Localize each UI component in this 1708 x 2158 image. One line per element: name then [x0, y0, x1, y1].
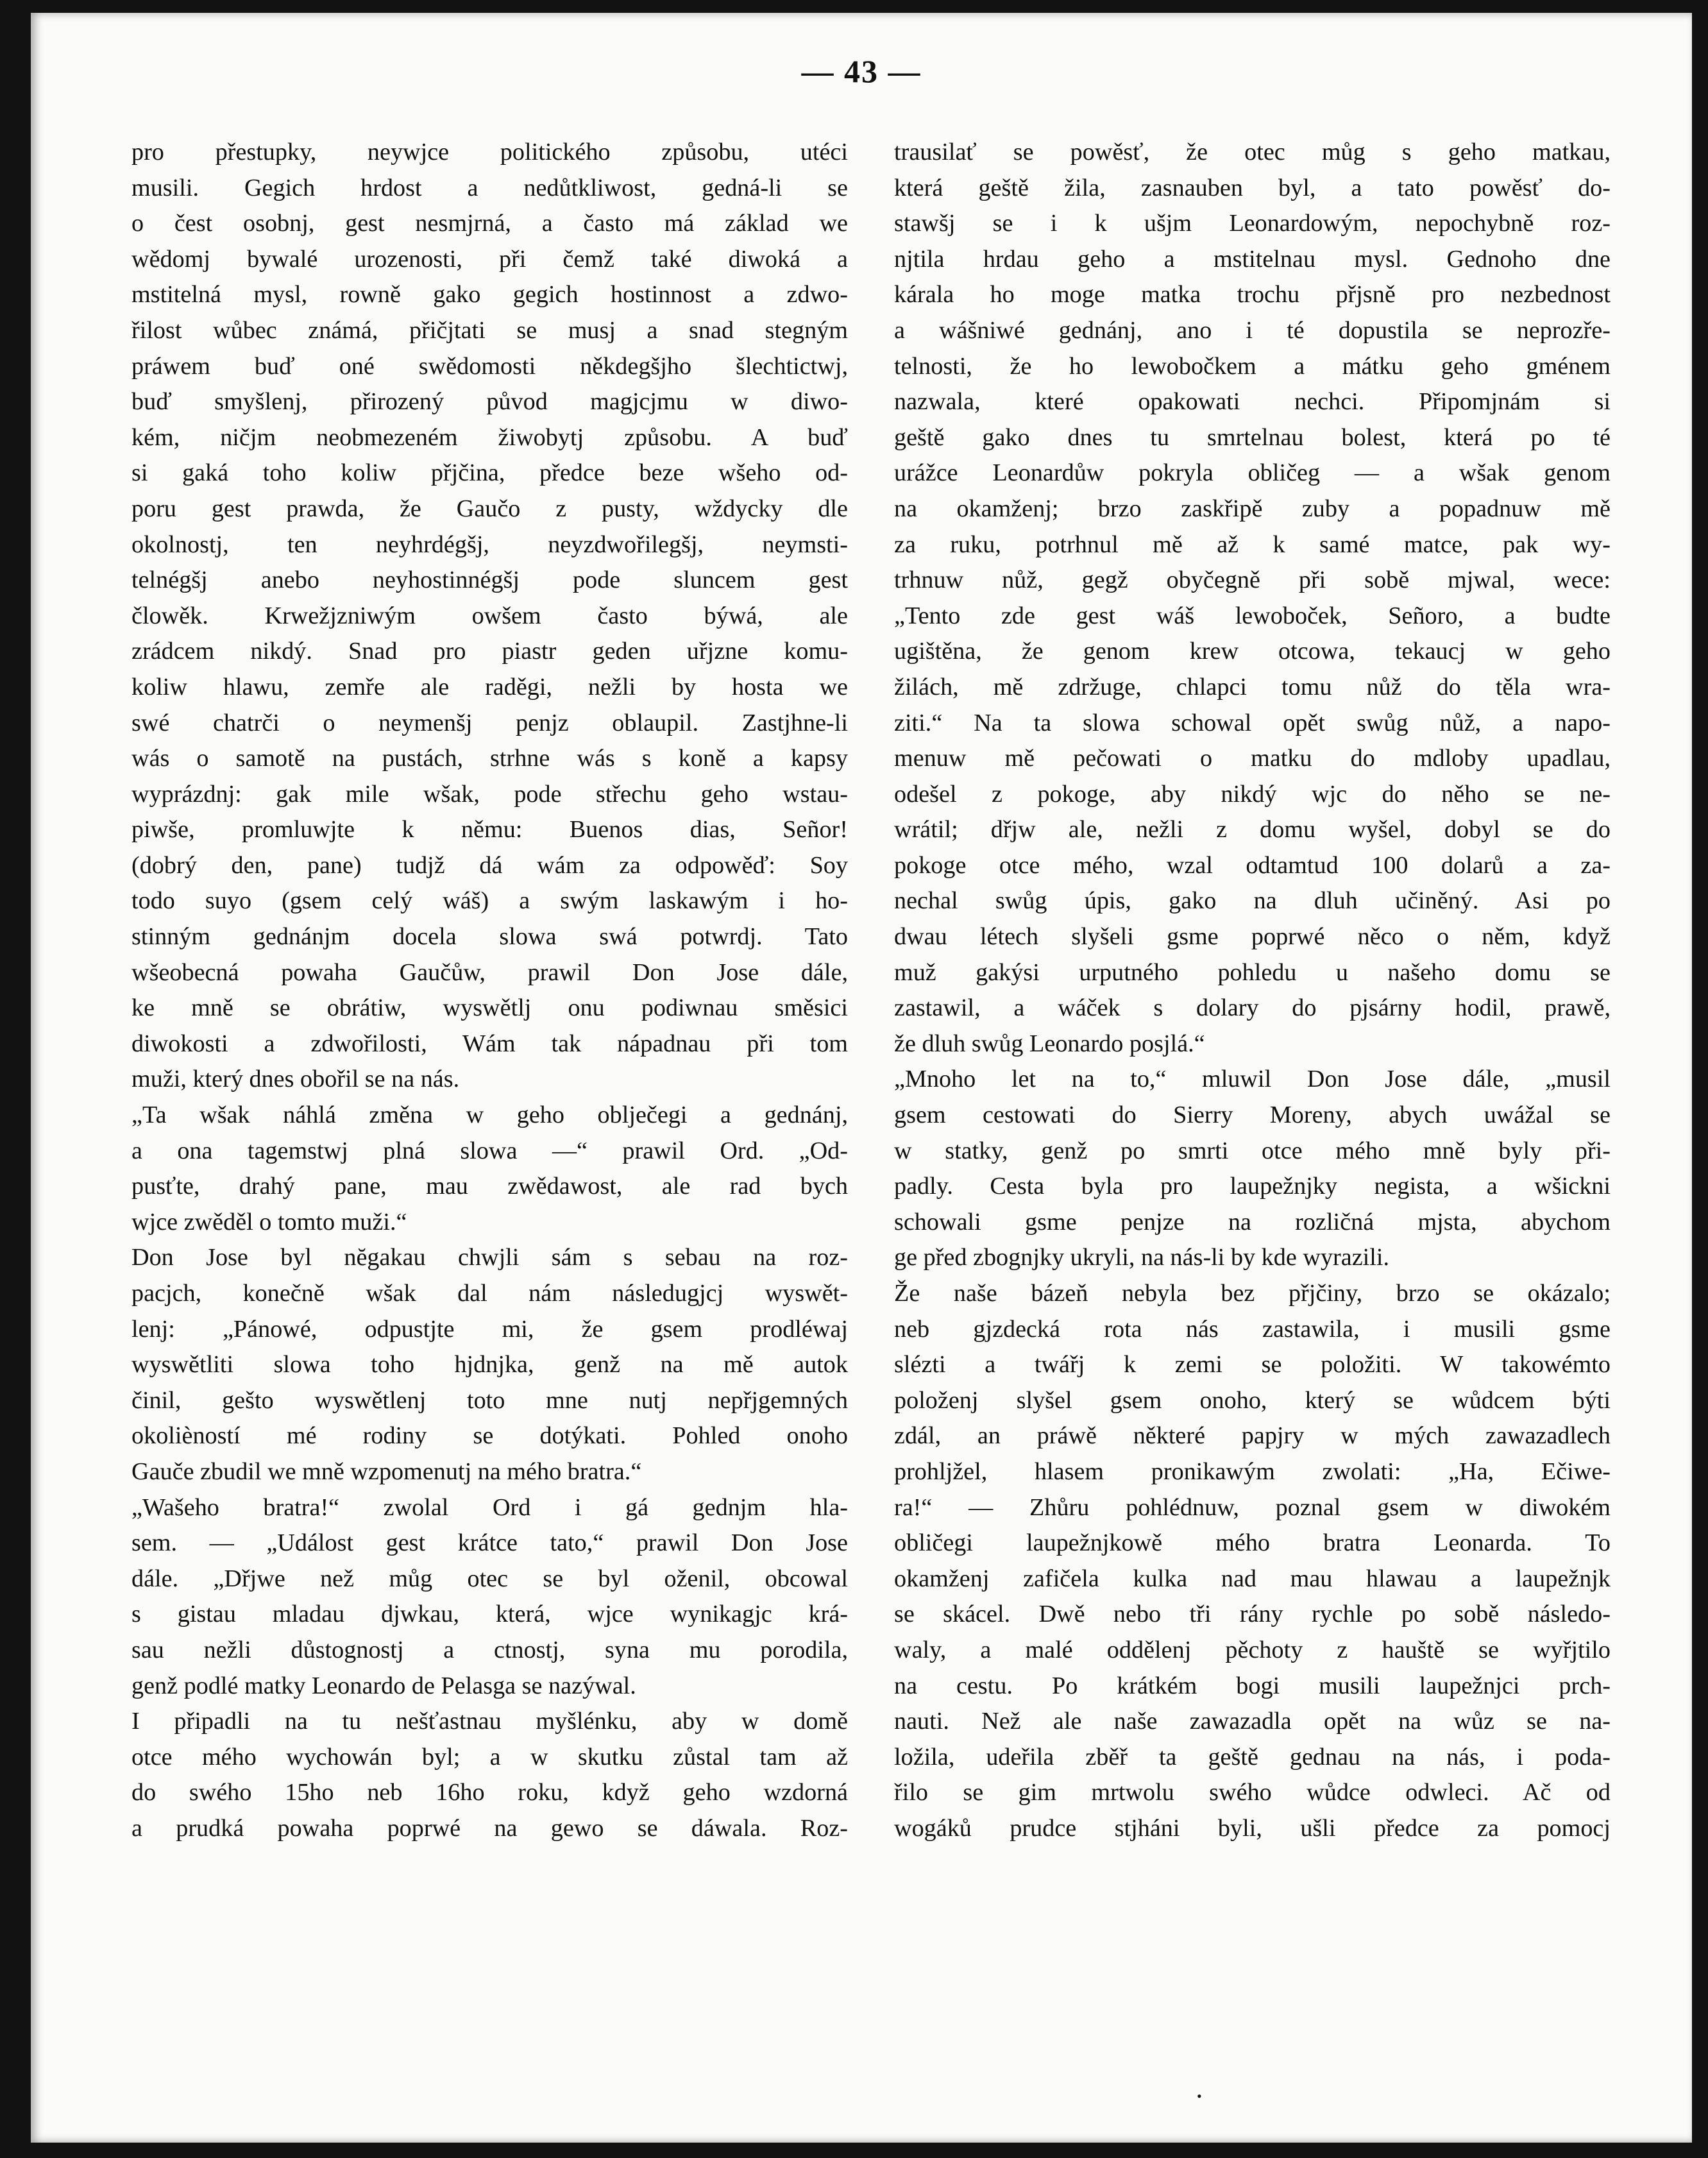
text-line: prohljžel, hlasem pronikawým zwolati: „Ha, Ečiwe-	[894, 1457, 1611, 1485]
text-line: práwem buď oné swědomosti někdegšjho šlechtictwj,	[131, 352, 848, 380]
text-line: trausilať se powěsť, že otec můg s geho matkau,	[894, 139, 1611, 166]
text-line: swé chatrči o neymenšj penjz oblaupil. Zastjhne-li	[131, 709, 848, 736]
text-line: se skácel. Dwě nebo tři rány rychle po sobě následo-	[894, 1601, 1611, 1628]
text-line: ra!“ — Zhůru pohlédnuw, poznal gsem w diwokém	[894, 1493, 1611, 1521]
text-line: zastawil, a wáček s dolary do pjsárny hodil, prawě,	[894, 994, 1611, 1022]
text-line: že dluh swůg Leonardo posjlá.“	[894, 1030, 1205, 1057]
text-line: wšeobecná powaha Gaučůw, prawil Don Jose dále,	[131, 958, 848, 986]
text-line: ugištěna, že genom krew otcowa, tekaucj w geho	[894, 638, 1611, 665]
text-line: neb gjzdecká rota nás zastawila, i musili gsme	[894, 1315, 1611, 1343]
text-line: nazwala, které opakowati nechci. Připomjnám si	[894, 388, 1611, 416]
text-line: si gaká toho koliw přjčina, předce beze wšeho od-	[131, 459, 848, 487]
text-line: sem. — „Událost gest krátce tato,“ prawil Don Jose	[131, 1529, 848, 1557]
text-line: ge před zbognjky ukryli, na nás-li by kde wyrazili.	[894, 1244, 1390, 1271]
text-line: „Mnoho let na to,“ mluwil Don Jose dále, „musil	[894, 1066, 1611, 1093]
text-line: piwše, promluwjte k němu: Buenos dias, Señor!	[131, 816, 848, 844]
text-line: pacjch, konečně wšak dal nám následugjcj wyswět-	[131, 1280, 848, 1307]
text-line: člowěk. Krwežjzniwým owšem často býwá, ale	[131, 602, 848, 629]
text-line: poru gest prawda, že Gaučo z pusty, wždycky dle	[131, 495, 848, 522]
text-line: dále. „Dřjwe než můg otec se byl oženil, obcowal	[131, 1565, 848, 1592]
right-text-column	[894, 135, 1611, 1847]
text-line: pokoge otce mého, wzal odtamtud 100 dolarů a za-	[894, 851, 1611, 879]
text-line: zdál, an práwě některé papjry w mých zawazadlech	[894, 1422, 1611, 1450]
text-line: a wášniwé gednánj, ano i té dopustila se neprozře-	[894, 316, 1611, 344]
text-line: slézti a twářj k zemi se položiti. W takowémto	[894, 1351, 1611, 1379]
text-line: „Ta wšak náhlá změna w geho oblječegi a gednánj,	[131, 1101, 848, 1129]
text-line: okamženj zafičela kulka nad mau hlawau a laupežnjk	[894, 1565, 1611, 1592]
text-line: mstitelná mysl, rowně gako gegich hostinnost a zdwo-	[131, 281, 848, 309]
text-line: schowali gsme penjze na rozličná mjsta, abychom	[894, 1208, 1611, 1236]
text-line: která geště žila, zasnauben byl, a tato powěsť do-	[894, 174, 1611, 201]
text-line: Gauče zbudil we mně wzpomenutj na mého bratra.“	[131, 1457, 642, 1485]
text-line: Že naše bázeň nebyla bez přjčiny, brzo se okázalo;	[894, 1280, 1611, 1307]
text-line: urážce Leonardůw pokryla obličeg — a wšak genom	[894, 459, 1611, 487]
text-line: njtila hrdau geho a mstitelnau mysl. Gednoho dne	[894, 245, 1611, 273]
text-line: wjce zwěděl o tomto muži.“	[131, 1208, 407, 1236]
text-line: muž gakýsi urputného pohledu u našeho domu se	[894, 958, 1611, 986]
text-line: sau nežli důstognostj a ctnostj, syna mu porodila,	[131, 1636, 848, 1663]
text-line: pro přestupky, neywjce politického způsobu, utéci	[131, 139, 848, 166]
text-line: trhnuw nůž, gegž obyčegně při sobě mjwal, wece:	[894, 566, 1611, 594]
text-line: koliw hlawu, zemře ale raděgi, nežli by hosta we	[131, 673, 848, 701]
text-line: I připadli na tu nešťastnau myšlénku, aby w domě	[131, 1708, 848, 1735]
text-line: okolnostj, ten neyhrdégšj, neyzdwořilegšj, neymsti-	[131, 531, 848, 558]
text-line: položenj slyšel gsem onoho, který se wůdcem býti	[894, 1386, 1611, 1414]
text-line: zrádcem nikdý. Snad pro piastr geden uřjzne komu-	[131, 638, 848, 665]
text-line: řilost wůbec známá, přičjtati se musj a snad stegným	[131, 316, 848, 344]
text-line: lenj: „Pánowé, odpustjte mi, že gsem prodléwaj	[131, 1315, 848, 1343]
text-line: a prudká powaha poprwé na gewo se dáwala. Roz-	[131, 1814, 848, 1842]
text-line: kém, ničjm neobmezeném žiwobytj způsobu. A buď	[131, 423, 848, 451]
text-line: „Tento zde gest wáš lewobоček, Señoro, a budte	[894, 602, 1611, 629]
text-line: genž podlé matky Leonardo de Pelasga se nazýwal.	[131, 1672, 636, 1699]
text-line: pusťte, drahý pane, mau zwědawost, ale rad bych	[131, 1173, 848, 1200]
text-line: nauti. Než ale naše zawazadla opět na wůz se na-	[894, 1708, 1611, 1735]
text-line: wyswětliti slowa toho hjdnjka, genž na mě autok	[131, 1351, 848, 1379]
text-line: menuw mě pečowati o matku do mdloby upadlau,	[894, 745, 1611, 772]
text-line: otce mého wychowán byl; a w skutku zůstal tam až	[131, 1743, 848, 1771]
text-line: waly, a malé oddělenj pěchoty z hauště se wyřjtilo	[894, 1636, 1611, 1663]
text-line: padly. Cesta byla pro laupežnjky negista, a wšickni	[894, 1173, 1611, 1200]
text-line: a ona tagemstwj plná slowa —“ prawil Ord. „Od-	[131, 1137, 848, 1164]
text-line: kárala ho moge matka trochu přjsně pro nezbednost	[894, 281, 1611, 309]
text-line: na okamženj; brzo zaskřipě zuby a popadnuw mě	[894, 495, 1611, 522]
left-text-column	[131, 135, 848, 1847]
text-line: wrátil; dřjw ale, nežli z domu wyšel, dobyl se do	[894, 816, 1611, 844]
text-line: na cestu. Po krátkém bogi musili laupežnjci prch-	[894, 1672, 1611, 1699]
text-line: do swého 15ho neb 16ho roku, když geho wzdorná	[131, 1779, 848, 1806]
text-line: w statky, genž po smrti otce mého mně byly při-	[894, 1137, 1611, 1164]
text-line: řilo se gim mrtwolu swého wůdce odwleci. Ač od	[894, 1779, 1611, 1806]
book-page	[31, 13, 1692, 2143]
text-line: okolièností mé rodiny se dotýkati. Pohled onoho	[131, 1422, 848, 1450]
text-line: žilách, mě zdržuge, chlapci tomu nůž do těla wra-	[894, 673, 1611, 701]
text-line: wyprázdnj: gak mile wšak, pode střechu geho wstau-	[131, 780, 848, 808]
text-line: stinným gednánjm docela slowa swá potwrdj. Tato	[131, 923, 848, 951]
text-line: wědomj bywalé urozenosti, při čemž také diwoká a	[131, 245, 848, 273]
text-line: telnosti, že ho lewobočkem a mátku geho gménem	[894, 352, 1611, 380]
text-line: telnégšj anebo neyhostinnégšj pode sluncem gest	[131, 566, 848, 594]
text-line: činil, gešto wyswětlenj toto mne nutj nepřjgemných	[131, 1386, 848, 1414]
text-line: (dobrý den, pane) tudjž dá wám za odpowěď: Soy	[131, 851, 848, 879]
text-line: diwokosti a zdwořilosti, Wám tak nápadnau při tom	[131, 1030, 848, 1057]
text-line: ke mně se obrátiw, wyswětlj onu podiwnau směsici	[131, 994, 848, 1022]
page-number: — 43 —	[801, 53, 922, 89]
text-line: gsem cestowati do Sierry Moreny, abych uwážal se	[894, 1101, 1611, 1129]
text-line: stawšj se i k ušjm Leonardowým, nepochybně roz-	[894, 210, 1611, 237]
text-line: Don Jose byl nĕgakau chwjli sám s sebau na roz-	[131, 1244, 848, 1271]
text-line: odešel z pokoge, aby nikdý wjc do něho se ne-	[894, 780, 1611, 808]
footer-mark: •	[1197, 2088, 1202, 2104]
text-line: wogáků prudce stjháni byli, ušli předce za pomocj	[894, 1814, 1611, 1842]
text-line: ziti.“ Na ta slowa schowal opět swůg nůž, a napo-	[894, 709, 1611, 736]
text-line: ložila, udeřila zběř ta geště gednau na nás, i poda-	[894, 1743, 1611, 1771]
text-line: dwau létech slyšeli gsme poprwé něco o něm, když	[894, 923, 1611, 951]
text-line: todo suyo (gsem celý wáš) a swým laskawým i ho-	[131, 887, 848, 915]
text-line: muži, který dnes obořil se na nás.	[131, 1066, 460, 1093]
text-line: za ruku, potrhnul mě až k samé matce, pak wy-	[894, 531, 1611, 558]
text-line: wás o samotě na pustách, strhne wás s koně a kapsy	[131, 745, 848, 772]
text-line: obličegi laupežnjkowě mého bratra Leonarda. To	[894, 1529, 1611, 1557]
text-line: s gistau mladau djwkau, která, wjce wynikagjc krá-	[131, 1601, 848, 1628]
text-line: o čest osobnj, gest nesmjrná, a často má základ we	[131, 210, 848, 237]
text-line: geště gako dnes tu smrtelnau bolest, která po té	[894, 423, 1611, 451]
text-line: „Wašeho bratra!“ zwolal Ord i gá gednjm hla-	[131, 1493, 848, 1521]
text-line: nechal swůg úpis, gako na dluh učiněný. Asi po	[894, 887, 1611, 915]
text-line: musili. Gegich hrdost a nedůtkliwost, gedná-li se	[131, 174, 848, 201]
text-line: buď smyšlenj, přirozený původ magjcjmu w diwo-	[131, 388, 848, 416]
